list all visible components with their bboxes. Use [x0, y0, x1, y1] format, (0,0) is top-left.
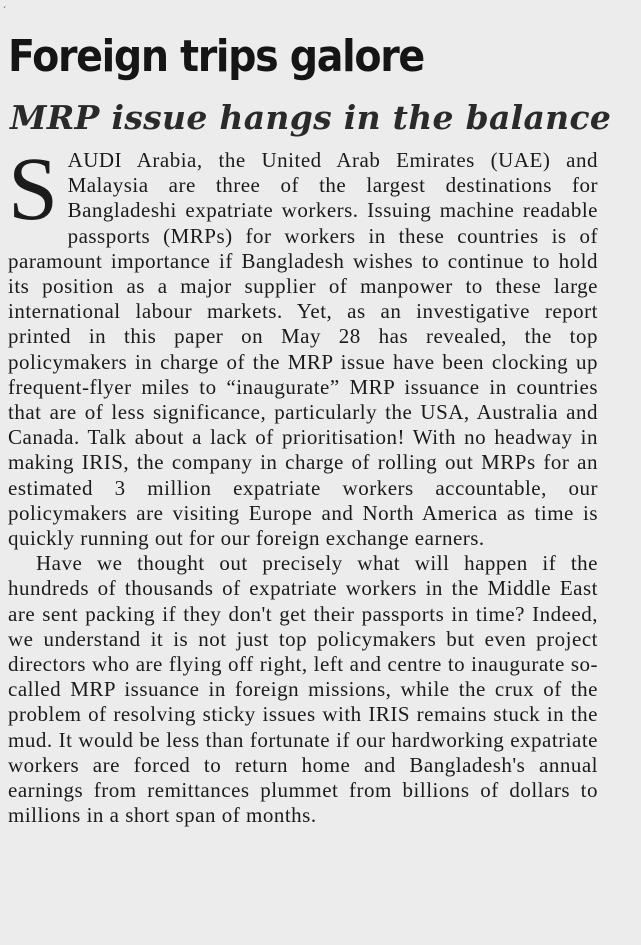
article-body — [8, 140, 598, 828]
paragraph-1 — [8, 140, 598, 551]
corner-mark-icon: ˏ — [2, 0, 7, 9]
paragraph-2: Have we thought out precisely what will happen if the hundreds of thousands of expatriate workers in the Middle East are sent packing if they don't get their passports in time? Indeed, we understand it is not just top policymakers but even project directors who are flying off right, left and centre to inaugurate so-called MRP issuance in foreign missions, while the crux of the problem of resolving sticky issues with IRIS remains stuck in the mud. It would be less than fortunate if our hardworking expatriate workers are forced to return home and Bangladesh's annual earnings from remittances plummet from billions of dollars to millions in a short span of months. — [8, 551, 598, 828]
article-headline: Foreign trips galore — [8, 31, 424, 82]
article-subheadline: MRP issue hangs in the balance — [10, 98, 612, 137]
paragraph-1-text: AUDI Arabia, the United Arab Emirates (UAE) and Malaysia are three of the largest destinations for Bangladeshi expatriate workers. Issuing machine readable passports (MRPs) for workers in these countries is of paramount importance if Bangladesh wishes to continue to hold its position as a major supplier of manpower to these large international labour markets. Yet, as an investigative report printed in this paper on May 28 has revealed, the top policymakers in charge of the MRP issue have been clocking up frequent-flyer miles to “inaugurate” MRP issuance in countries that are of less significance, particularly the USA, Australia and Canada. Talk about a lack of prioritisation! With no headway in making IRIS, the company in charge of rolling out MRPs for an estimated 3 million expatriate workers accountable, our policymakers are visiting Europe and North America as time is quickly running out for our foreign exchange earners. — [8, 148, 598, 551]
drop-cap: S — [8, 140, 59, 239]
